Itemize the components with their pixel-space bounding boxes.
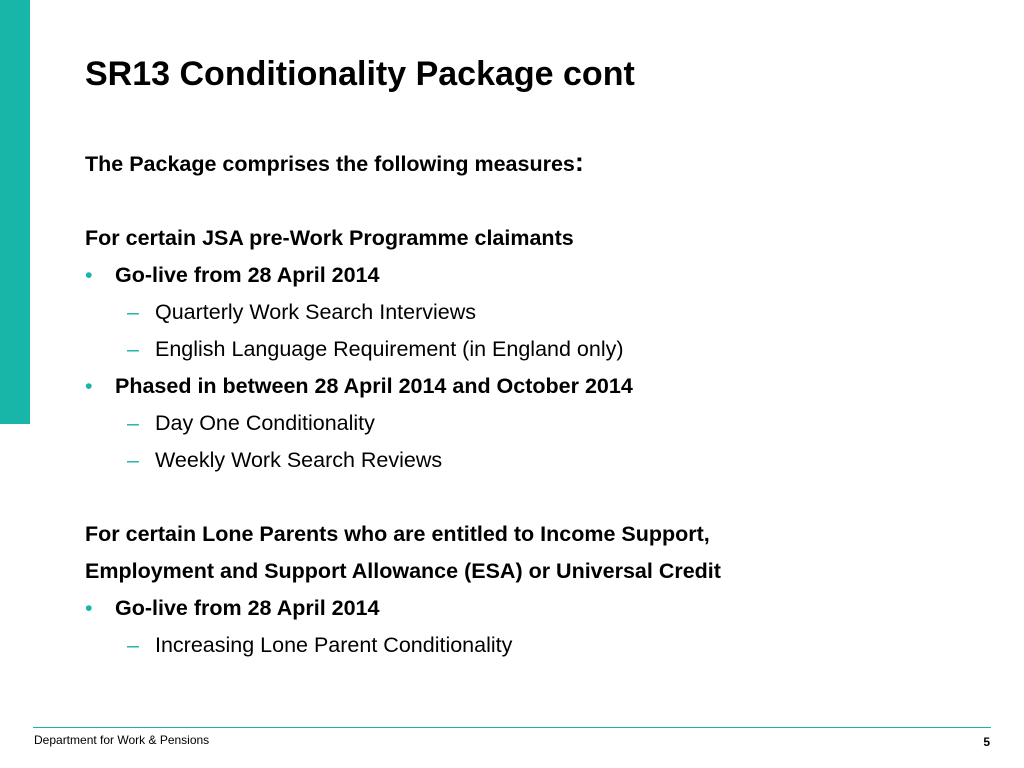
bullet-item — [85, 257, 985, 294]
sub-item — [85, 331, 985, 368]
bullet-item — [85, 368, 985, 405]
spacer — [85, 183, 985, 220]
dash-icon: – — [127, 448, 139, 472]
section1-heading: For certain JSA pre-Work Programme claimants — [85, 226, 574, 250]
sub-item-text: Increasing Lone Parent Conditionality — [155, 633, 513, 657]
footer-organization: Department for Work & Pensions — [34, 733, 210, 747]
dash-icon: – — [127, 300, 139, 324]
bullet-text: Go-live from 28 April 2014 — [115, 596, 380, 620]
sub-item — [85, 627, 985, 664]
sub-item-text: Quarterly Work Search Interviews — [155, 300, 477, 324]
sub-item-text: Weekly Work Search Reviews — [155, 448, 443, 472]
section2-heading-line2: Employment and Support Allowance (ESA) or Universal Credit — [85, 559, 721, 583]
bullet-icon: • — [85, 263, 93, 287]
section2-heading-line1: For certain Lone Parents who are entitled to Income Support, — [85, 522, 710, 546]
sub-item-text: Day One Conditionality — [155, 411, 375, 435]
bullet-text: Phased in between 28 April 2014 and October 2014 — [115, 374, 633, 398]
sub-item — [85, 294, 985, 331]
sub-item — [85, 442, 985, 479]
bullet-icon: • — [85, 374, 93, 398]
sub-item-text: English Language Requirement (in England only) — [155, 337, 624, 361]
bullet-item — [85, 590, 985, 627]
sub-item — [85, 405, 985, 442]
page-number: 5 — [983, 735, 990, 749]
subheading-colon: : — [574, 147, 584, 177]
spacer — [85, 479, 985, 516]
subheading-text: The Package comprises the following measures — [85, 152, 575, 176]
dash-icon: – — [127, 633, 139, 657]
slide-content — [85, 144, 985, 664]
dash-icon: – — [127, 411, 139, 435]
slide-title: SR13 Conditionality Package cont — [85, 55, 635, 93]
dash-icon: – — [127, 337, 139, 361]
bullet-text: Go-live from 28 April 2014 — [115, 263, 380, 287]
bullet-icon: • — [85, 596, 93, 620]
subheading — [85, 144, 985, 183]
footer-divider — [33, 727, 991, 728]
accent-bar — [0, 0, 30, 424]
